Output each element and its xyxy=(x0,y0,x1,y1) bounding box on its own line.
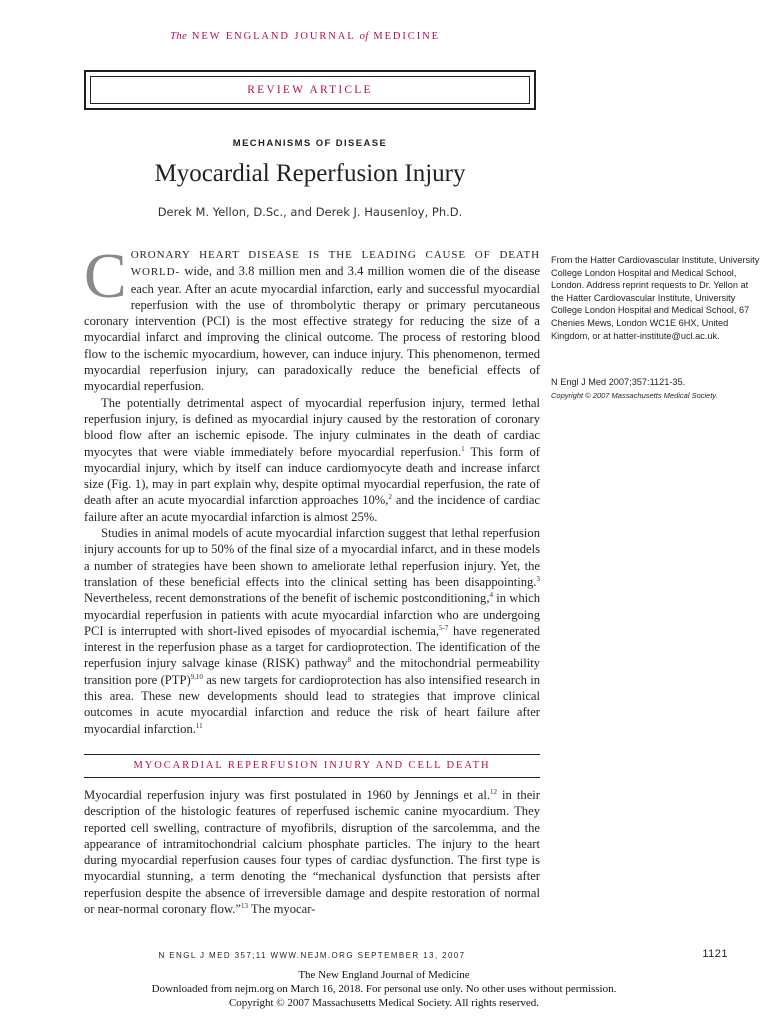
paragraph-1 xyxy=(84,240,541,395)
download-stamp-line-3: Copyright © 2007 Massachusetts Medical Society. All rights reserved. xyxy=(228,997,540,1009)
citation-ref[interactable]: 11 xyxy=(195,721,203,730)
author-affiliation: From the Hatter Cardiovascular Institute, University College London Hospital and Medical School, London. Address reprint requests to Dr. Yellon at the Hatter Cardiovascular Institute, University College London Hospital and Medical School, 67 Chenies Mews, London WC1E 6HX, United Kingdom, or at hatter-institute@ucl.ac.uk. xyxy=(551,255,760,341)
citation-ref[interactable]: 9,10 xyxy=(190,672,203,681)
intro-small-caps: ORONARY HEART DISEASE IS THE LEADING CAUSE OF DEATH WORLD- xyxy=(130,249,540,279)
journal-the: The xyxy=(170,31,188,42)
p3-text-d: have regenerated interest in the reperfusion phase as a target for cardioprotection. The identification of the reperfusion injury salvage kinase (RISK) pathway xyxy=(84,623,540,671)
citation-ref[interactable]: 5-7 xyxy=(439,623,449,632)
copyright-line: Copyright © 2007 Massachusetts Medical Society. xyxy=(551,391,718,400)
s1-text-c: The myocar- xyxy=(247,902,316,917)
article-authors: Derek M. Yellon, D.Sc., and Derek J. Hausenloy, Ph.D. xyxy=(157,205,463,219)
journal-of: of xyxy=(359,31,369,42)
s1-text-b: in their description of the histologic features of reperfused ischemic canine myocardium. They reported cell swelling, contracture of myofibrils, disruption of the sarcolemma, and the appearance of intramitochondrial calcium phosphate particles. The injury to the heart during myocardial reperfusion causes four types of cardiac dysfunction. The first type is myocardial stunning, a term denoting the “mechanical dysfunction that persists after reperfusion despite the absence of irreversible damage and despite restoration of normal or near-normal coronary flow.” xyxy=(84,788,541,917)
citation-ref[interactable]: 2 xyxy=(388,493,392,502)
intro-body xyxy=(84,240,541,737)
page-number: 1121 xyxy=(702,948,728,960)
citation-ref[interactable]: 4 xyxy=(489,591,493,600)
p3-text-b: Nevertheless, recent demonstrations of the benefit of ischemic postconditioning, xyxy=(84,591,490,606)
paragraph-2 xyxy=(84,395,540,525)
intro-text: wide, and 3.8 million men and 3.4 million women die of the disease each year. After an acute myocardial infarction, early and successful myocardial reperfusion with the use of thrombolytic therapy or primary percutaneous coronary intervention (PCI) is the most effective strategy for reducing the size of a myocardial infarct and improving the clinical outcome. The process of restoring blood flow to the ischemic myocardium, however, can induce injury. This phenomenon, termed myocardial reperfusion injury, can paradoxically reduce the beneficial effects of myocardial reperfusion. xyxy=(84,264,541,394)
p3-text-f: as new targets for cardioprotection has also intensified research in this area. These new developments should lead to strategies that improve clinical outcomes in acute myocardial infarction and reduce the risk of heart failure after myocardial infarction. xyxy=(84,672,540,736)
section-rule-top xyxy=(84,754,540,755)
article-type-label: REVIEW ARTICLE xyxy=(90,76,530,104)
running-footer: N ENGL J MED 357;11 WWW.NEJM.ORG SEPTEMBER 13, 2007 xyxy=(158,951,466,960)
citation-ref[interactable]: 8 xyxy=(347,656,352,665)
article-title: Myocardial Reperfusion Injury xyxy=(154,160,466,187)
download-stamp-line-1: The New England Journal of Medicine xyxy=(298,969,470,981)
p2-text-c: and the incidence of cardiac failure after an acute myocardial infarction is almost 25%. xyxy=(84,493,540,524)
p3-text-a: Studies in animal models of acute myocardial infarction suggest that lethal reperfusion injury accounts for up to 50% of the final size of a myocardial infarct, and in these models a number of strategies have been shown to ameliorate lethal reperfusion injury. Yet, the translation of these beneficial effects into the clinical setting has been disappointing. xyxy=(84,526,540,589)
section-body xyxy=(84,787,540,917)
citation-ref[interactable]: 12 xyxy=(489,788,497,796)
journal-name-part1: NEW ENGLAND JOURNAL xyxy=(191,31,356,42)
article-type-box xyxy=(84,70,536,110)
journal-name-part2: MEDICINE xyxy=(373,31,440,42)
journal-header xyxy=(0,31,610,42)
download-stamp-line-2: Downloaded from nejm.org on March 16, 2018. For personal use only. No other uses without permission. xyxy=(151,983,617,995)
p3-text-c: in which myocardial reperfusion in patients with acute myocardial infarction who are undergoing PCI is interrupted with short-lived episodes of myocardial ischemia, xyxy=(84,591,540,638)
section-paragraph-1 xyxy=(84,787,540,917)
section-heading: MYOCARDIAL REPERFUSION INJURY AND CELL DEATH xyxy=(133,760,491,771)
citation-ref[interactable]: 1 xyxy=(461,444,465,453)
series-label: MECHANISMS OF DISEASE xyxy=(232,138,388,149)
s1-text-a: Myocardial reperfusion injury was first postulated in 1960 by Jennings et al. xyxy=(84,788,490,802)
citation-ref[interactable]: 3 xyxy=(536,574,540,583)
citation-line: N Engl J Med 2007;357:1121-35. xyxy=(551,377,686,387)
p3-text-e: and the mitochondrial permeability transition pore (PTP) xyxy=(84,656,540,687)
p2-text-b: This form of myocardial injury, which by itself can induce cardiomyocyte death and increase infarct size (Fig. 1), may in part explain why, despite optimal myocardial reperfusion, the rate of death after an acute myocardial infarction approaches 10%, xyxy=(84,444,540,508)
p2-text-a: The potentially detrimental aspect of myocardial reperfusion injury, termed lethal reperfusion injury, is defined as myocardial injury caused by the restoration of coronary blood flow after an ischemic episode. The injury culminates in the death of cardiac myocytes that were viable immediately before myocardial reperfusion. xyxy=(84,395,540,459)
dropcap: C xyxy=(84,240,127,311)
paragraph-3 xyxy=(84,525,540,737)
section-rule-bottom xyxy=(84,777,540,778)
citation-ref[interactable]: 13 xyxy=(240,902,248,911)
